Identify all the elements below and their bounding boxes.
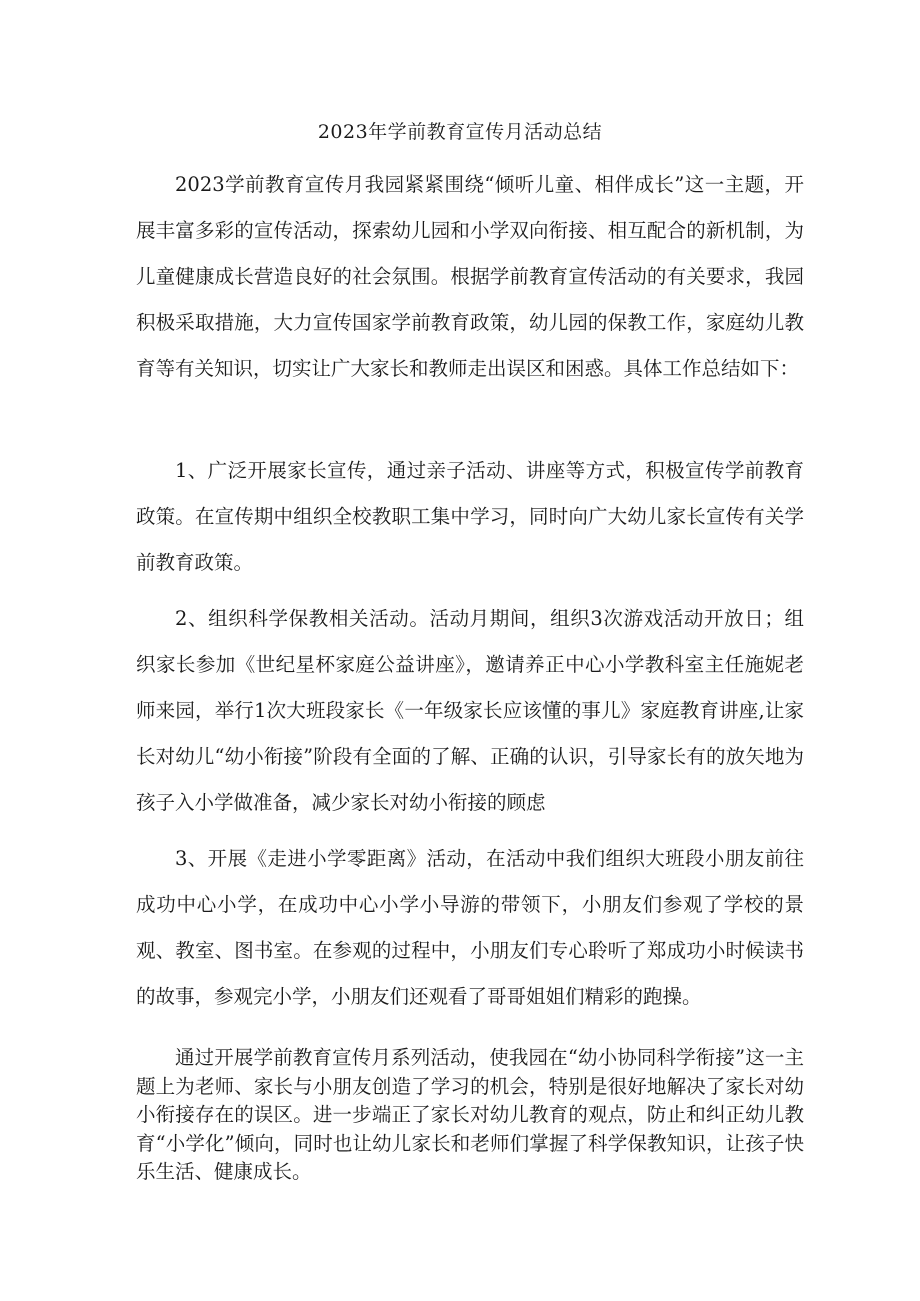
paragraph-intro: 2023学前教育宣传月我园紧紧围绕“倾听儿童、相伴成长”这一主题，开展丰富多彩的宣传活动，探索幼儿园和小学双向衔接、相互配合的新机制，为儿童健康成长营造良好的社会氛围。根据学前教育宣传活动的有关要求，我园积极采取措施，大力宣传国家学前教育政策，幼儿园的保教工作，家庭幼儿教育等有关知识，切实让广大家长和教师走出误区和困惑。具体工作总结如下： xyxy=(136,173,804,380)
paragraph-item-3: 3、开展《走进小学零距离》活动，在活动中我们组织大班段小朋友前往成功中心小学，在成功中心小学小导游的带领下，小朋友们参观了学校的景观、教室、图书室。在参观的过程中，小朋友们专心聆听了郑成功小时候读书的故事，参观完小学，小朋友们还观看了哥哥姐姐们精彩的跑操。 xyxy=(136,847,804,1008)
document-title: 2023年学前教育宣传月活动总结 xyxy=(317,121,603,143)
paragraph-conclusion: 通过开展学前教育宣传月系列活动，使我园在“幼小协同科学衔接”这一主题上为老师、家长与小朋友创造了学习的机会，特别是很好地解决了家长对幼小衔接存在的误区。进一步端正了家长对幼儿教育的观点，防止和纠正幼儿教育“小学化”倾向，同时也让幼儿家长和老师们掌握了科学保教知识，让孩子快乐生活、健康成长。 xyxy=(136,1046,804,1183)
paragraph-item-2: 2、组织科学保教相关活动。活动月期间，组织3次游戏活动开放日；组织家长参加《世纪星杯家庭公益讲座》，邀请养正中心小学教科室主任施妮老师来园，举行1次大班段家长《一年级家长应该懂的事儿》家庭教育讲座,让家长对幼儿“幼小衔接”阶段有全面的了解、正确的认识，引导家长有的放矢地为孩子入小学做准备，减少家长对幼小衔接的顾虑 xyxy=(136,607,804,814)
paragraph-item-1: 1、广泛开展家长宣传，通过亲子活动、讲座等方式，积极宣传学前教育政策。在宣传期中组织全校教职工集中学习，同时向广大幼儿家长宣传有关学前教育政策。 xyxy=(136,459,804,574)
